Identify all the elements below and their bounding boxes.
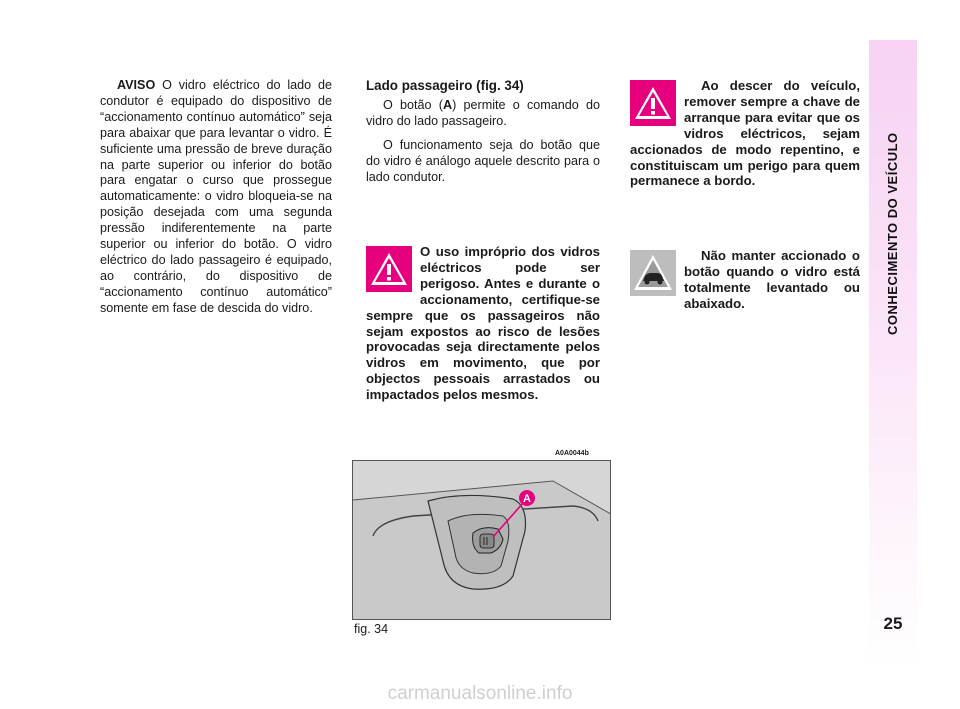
text-column-left: [100, 78, 332, 325]
figure-window-switch: [352, 460, 611, 620]
warning-triangle-icon: [366, 246, 412, 292]
section-title-text: CONHECIMENTO DO VEÍCULO: [885, 132, 900, 335]
paragraph-button: [366, 98, 600, 130]
car-hazard-icon: [630, 250, 676, 296]
warning-block-middle: [366, 244, 600, 403]
aviso-label: AVISO: [117, 78, 156, 92]
watermark: carmanualsonline.info: [387, 683, 573, 704]
section-title: [869, 80, 917, 340]
warning-middle-text: O uso impróprio dos vidros eléctricos pode ser perigoso. Antes e durante o accionamento, certifique-se sempre que os passageiros não sejam expostos ao risco de lesões provocadas seja directamente pelos vidros em movimento, que por objectos pessoais arrastados ou impactados pelos mesmos.: [366, 244, 600, 403]
text-column-middle: [366, 78, 600, 193]
p1-part-a: O botão (: [383, 97, 443, 112]
section-heading: [366, 78, 600, 94]
figure-code: A0A0044b: [555, 450, 589, 457]
warning-block-right-bottom: [630, 248, 860, 320]
heading-text: Lado passageiro: [366, 78, 473, 93]
warning-block-right-top: [630, 78, 860, 197]
section-sidebar: [869, 40, 917, 666]
warning-text-middle: [366, 244, 600, 403]
p1-key: A: [442, 97, 453, 112]
warning-right-top-text: Ao descer do veículo, remover sempre a chave de arranque para evitar que os vidros eléctricos, sejam accionados de modo repentino, e constituiscam um perigo para quem permanece a bordo.: [630, 78, 860, 189]
warning-text-right-top: [630, 78, 860, 189]
aviso-text: O vidro eléctrico do lado de condutor é equipado do dispositivo de “accionamento contínuo automático” seja para abaixar que para levantar o vidro. É suficiente uma pressão de breve duração na parte superior ou inferior do botão para engatar o curso que prossegue automaticamente: o vidro bloqueia-se na posição desejada com uma segunda pressão indiferentemente na parte superior ou inferior do botão. O vidro eléctrico do lado passageiro é equipado, ao contrário, do dispositivo de “accionamento contínuo automático” somente em fase de descida do vidro.: [100, 78, 333, 315]
page-number: 25: [883, 614, 903, 633]
warning-triangle-icon: [630, 80, 676, 126]
warning-text-right-bottom: [630, 248, 860, 312]
window-switch-illustration: [353, 461, 610, 619]
callout-label: A: [523, 493, 531, 505]
paragraph-function: O funcionamento seja do botão que do vidro é análogo aquele descrito para o lado condutor.: [366, 137, 600, 184]
p1-part-b: ) permite o comando do vidro do lado passageiro.: [366, 97, 600, 128]
aviso-paragraph: [100, 78, 332, 317]
figure-caption: fig. 34: [354, 622, 389, 636]
heading-fig-ref: (fig. 34): [476, 78, 524, 93]
warning-right-bottom-text: Não manter accionado o botão quando o vidro está totalmente levantado ou abaixado.: [684, 248, 860, 311]
